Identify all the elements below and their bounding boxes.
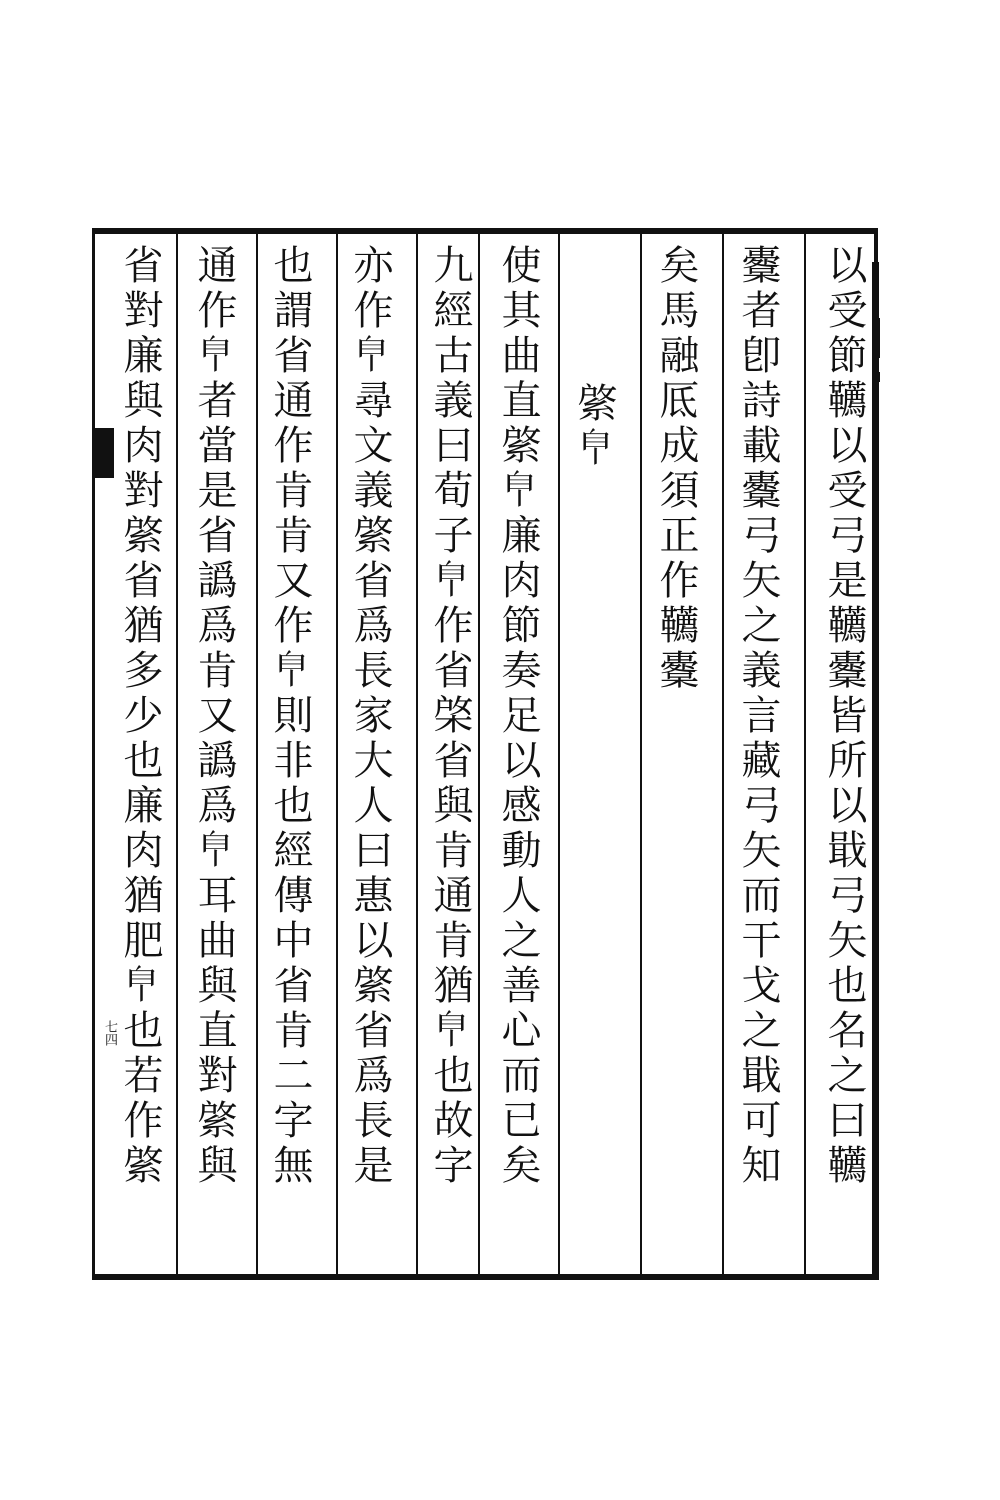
column-divider (722, 234, 724, 1274)
text-column-8: 也謂省通作肯肯又作𦣺則非也經傳中省肯二字無 (267, 244, 313, 1189)
frame-right-border-top (874, 228, 878, 268)
text-column-3: 矣馬融厎成須正作韉櫜 (653, 244, 699, 694)
column-divider (176, 234, 178, 1274)
column-divider (804, 234, 806, 1274)
text-column-10: 省對廉與肉對綮省猶多少也廉肉猶肥𦣺也若作綮 (117, 244, 163, 1189)
column-divider (558, 234, 560, 1274)
column-divider (336, 234, 338, 1274)
margin-mark-right-2 (872, 372, 880, 382)
folio-number: 七四 (102, 1020, 117, 1046)
column-divider (416, 234, 418, 1274)
text-column-1: 以受節韉以受弓是韉櫜皆所以戢弓矢也名之曰韉 (821, 244, 867, 1189)
text-column-5: 使其曲直綮𦣺廉肉節奏足以感動人之善心而已矣 (495, 244, 541, 1189)
column-divider (640, 234, 642, 1274)
text-column-7: 亦作𦣺尋文義綮省爲長家大人曰惠以綮省爲長是 (347, 244, 393, 1189)
text-column-9: 通作𦣺者當是省譌爲肯又譌爲𦣺耳曲與直對綮與 (191, 244, 237, 1189)
margin-mark-right-1 (872, 318, 880, 358)
text-column-6: 九經古義曰荀子𦣺作省棨省與肯通肯猶𦣺也故字 (427, 244, 473, 1189)
margin-mark-left (92, 428, 114, 478)
entry-heading: 綮𦣺 (571, 382, 617, 472)
column-divider (256, 234, 258, 1274)
frame-right-border (872, 262, 879, 1280)
column-divider (478, 234, 480, 1274)
text-column-2: 櫜者卽詩載櫜弓矢之義言藏弓矢而干戈之戢可知 (735, 244, 781, 1189)
